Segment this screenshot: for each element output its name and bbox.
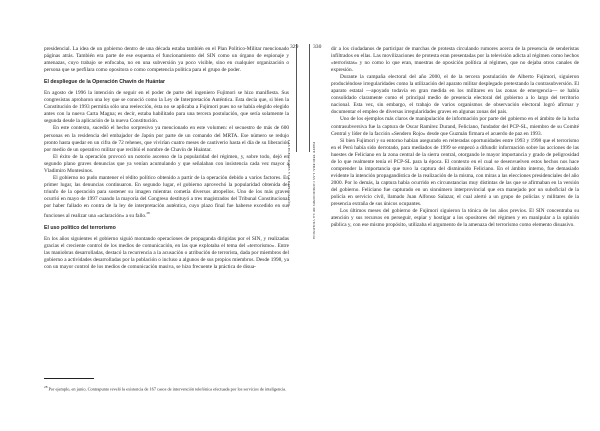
paragraph: En los años siguientes el gobierno siguió montando operaciones de propaganda dirigidas por el SIN, y realizadas gracias el creciente control de los medios de comunicación, en las que explotaba el tema del «terrorismo». Entre las maniobras desarrolladas, destacó la recurrencia a la acusación o atribución de terrorista, dada por miembros del gobierno a actividades desarrolladas por la población o incluso a algunos de sus propios miembros. Desde 1998, ya con un mayor control de los medios de comunicación masiva, se hizo frecuente la práctica de disua- [44,235,289,271]
running-head: PARTE TERCERA: LAS CONDICIONES DE LA VIOLENCIA [312,142,316,240]
section-heading: El uso político del terrorismo [44,224,116,231]
footnote-number: 28 [44,385,48,389]
paragraph-with-footnote [44,175,289,220]
paragraph: El éxito de la operación provocó un notorio ascenso de la popularidad del régimen, y, sobre todo, dejó en segundo plano graves denuncias que ya venían acumulando y que señalaban con insistencia cada vez mayor a Vladimiro Montesinos. [44,153,289,174]
paragraph: Si bien Fujimori y su entorno habían asegurado en reiteradas oportunidades entre 1993 y 1998 que el terrorismo en el Perú había sido derrotado, para mediados de 1999 se empezó a difundir información sobre las acciones de las huestes de Feliciano en la zona central de la sierra central, otorgando le mayor importancia y grado de peligrosidad de lo que realmente tenía el PCP-SL para la época. El contexto en el cual se desenvuelven estos hechos nos hace comprender la importancia que tuvo la captura del disminuido Feliciano. En el ámbito interno, fue demasiado evidente la intención propagandística de la realización de la misma, con miras a las elecciones presidenciales del año 2000. Por lo demás, la captura había ocurrido en circunstancias muy distintas de las que se afirmaban en la versión del gobierno. Feliciano fue capturado en un sinnúmero interprovincial que era manejado por un suboficial de la policía en servicio civil, llamado Juan Alfonso Salazar, el cual alertó a un grupo de policías y militares de la presencia extraña de sus únicos ocupantes. [331,137,579,208]
paragraph: En agosto de 1996 la intención de seguir en el poder de parte del ingeniero Fujimori se hizo manifiesta. Sus congresistas aprobaron una ley que se conoció como la Ley de Interpretación Auténtica. Esta decía que, si bien la Constitución de 1993 permitía sólo una reelección, ésta no se aplicaba a Fujimori pues no se había elegido elegido antes con la nueva Carta Magna; es decir, estaba habilitado para una tercera postulación, que sería solamente la segunda desde la aplicación de la nueva Constitución. [44,90,289,125]
section-heading: El despliegue de la Operación Chavín de Huántar [44,79,166,86]
paragraph: presidencial. La idea de un gobierno dentro de una década estaba también en el Plan Político-Militar mencionado páginas atrás. También era parte de ese esquema el funcionamiento del SIN como un órgano de espionaje y amenazas, cuyo trabajo se enfocaba, no en una subversión ya poco visible, sino en cualquier organización o persona que se perfilara como opositora o como competencia política para el grupo de poder. [44,46,289,74]
paragraph: Uno de los ejemplos más claros de manipulación de información por parte del gobierno en el ámbito de la lucha contrasubversiva fue la captura de Oscar Ramírez Durand, Feliciano, fundador del PCP-SL, miembro de su Comité Central y líder de la facción «Sendero Rojo» desde que Guzmán firmara el acuerdo de paz en 1993. [331,116,579,137]
paragraph: dir a los ciudadanos de participar de marchas de protesta circulando rumores acerca de la presencia de senderistas infiltrados en ellas. Las movilizaciones de protesta eran presentadas por la televisión adicta al régimen como hechos «terroristas» y no como lo que eran, muestras de oposición política al régimen, que no dejaba otros canales de expresión. [331,46,579,74]
paragraph: Los últimos meses del gobierno de Fujimori siguieron la tónica de los años previos. El SIN concentraba su atención y sus recursos en perseguir, espiar y hostigar a los opositores del régimen y en manipular a la opinión pública y, con ese mismo propósito, utilizaba el argumento de la amenaza del terrorismo como elemento disuasivo. [331,208,579,229]
footnote-rule [44,378,94,379]
footnote-ref: 28 [146,211,150,216]
gutter-rule [309,44,310,152]
page-number: 329 [290,44,299,50]
left-text-column [44,46,289,271]
right-text-column [331,46,579,229]
page-number: 330 [313,44,322,50]
paragraph: Durante la campaña electoral del año 2000, el de la tercera postulación de Alberto Fujimori, siguieron produciéndose irregularidades como la utilización del aparato militar desplegado pretextando la contrasubversión. El aparato estatal —apoyado todavía en gran medida en los militares en las zonas de emergencia— se había consolidado claramente como el principal medio de presencia electoral del gobierno a lo largo del territorio nacional. Esta vez, sin embargo, el trabajo de varios organismos de observación electoral logró afirmar y documentar el empleo de diversas irregularidades graves en algunas zonas del país. [331,74,579,116]
gutter-rule [296,44,297,152]
footnote-text: Por ejemplo, en junio, Contrapunto reveló la existencia de 167 casos de intervención telefónica efectuada por los servicios de inteligencia. [48,386,287,392]
paragraph: En este contexto, sucedió el hecho sorpresivo ya mencionado en este volumen: el secuestro de más de 600 personas en la residencia del embajador de Japón por parte de un comando del MRTA. Ese número se redujo pronto hasta quedar en un cifra de 72 rehenes, que vivirían cuatro meses de cautiverio hasta el día de su liberación por medio de un operativo militar que recibió el nombre de Chavín de Huántar. [44,125,289,153]
running-head: LAS ELECCIONES Y LA EXPLICACIÓN... [287,140,291,209]
paragraph-text: El gobierno no pudo mantener el rédito político obtenido a partir de la operación debido a varios factores. En primer lugar, las denuncias continuaron. En segundo lugar, el gobierno aprovechó la popularidad obtenida del triunfo de la operación para sostener su imagen mientras cometía diversos atropellos. Uno de los más graves ocurrió en mayo de 1997 cuando la mayoría del Congreso destituyó a tres magistrados del Tribunal Constitucional por haber fallado en contra de la ley de interpretación auténtica, cuyo plazo final fue haberse excedido en sus funciones al realizar una «aclaración» a su fallo. [44,174,289,219]
footnote [44,378,289,392]
